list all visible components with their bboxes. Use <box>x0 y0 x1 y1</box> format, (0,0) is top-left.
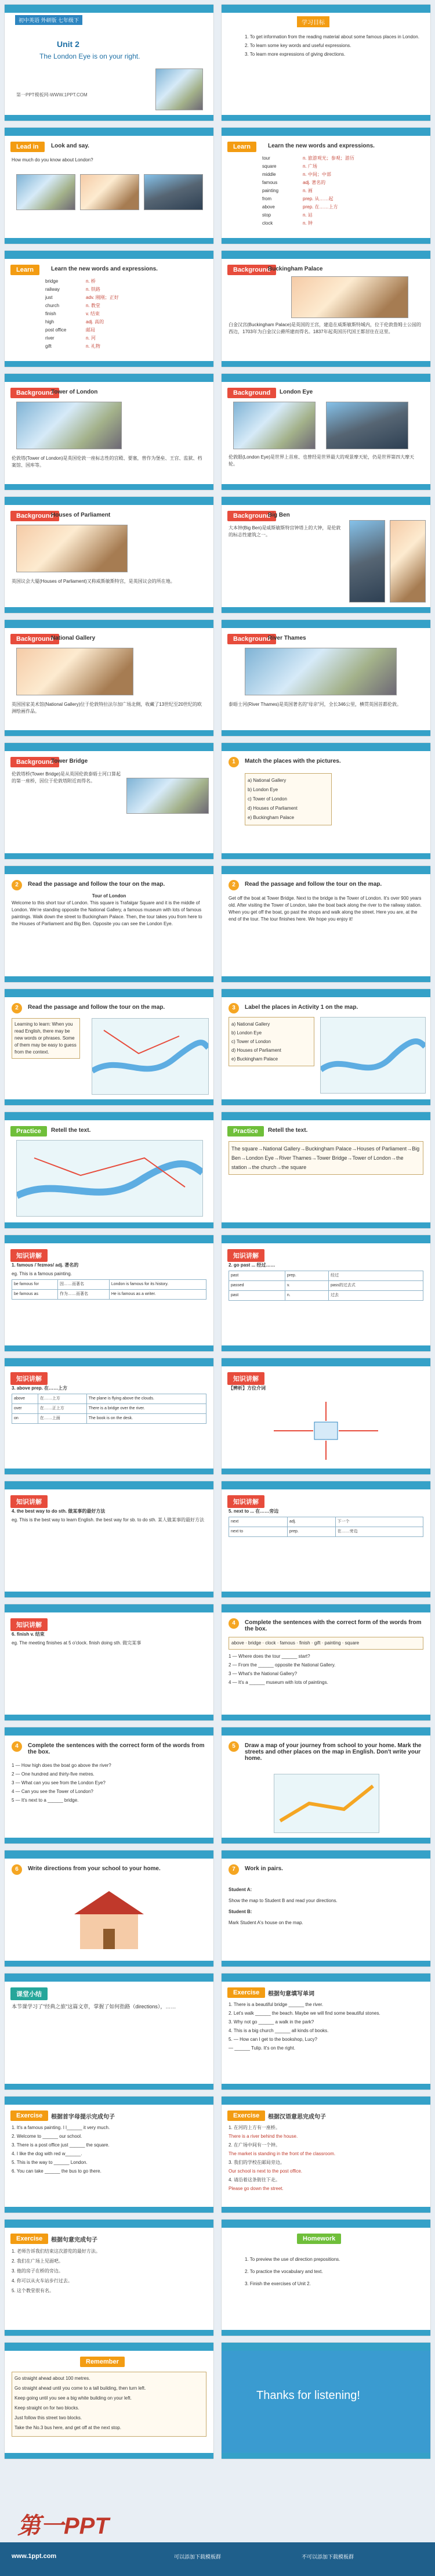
slide-parliament[interactable] <box>5 497 213 613</box>
slide-exercise-4[interactable] <box>5 2220 213 2336</box>
slide-remember[interactable] <box>5 2343 213 2459</box>
word-row: stop n. 站 <box>262 212 313 218</box>
exercise-title: 根据汉语意思完成句子 <box>268 2114 326 2120</box>
exercise-line: 4. 你可以从火车站步行过去。 <box>12 2278 72 2283</box>
word-row: tour n. 旅游观光；参观；游历 <box>262 156 354 161</box>
slide-big-ben[interactable] <box>222 497 430 613</box>
learn-title: Learn the new words and expressions. <box>268 143 375 149</box>
tower-text: 伦敦塔(Tower of London)是英国伦敦一座标志性的宫殿、要塞，曾作为堡垒、王宫、监狱、档案馆、国库等。 <box>12 456 202 468</box>
table-row: over 在……正上方 There is a bridge over the river. <box>12 1404 206 1414</box>
activity-number: 7 <box>229 1864 239 1875</box>
knowledge-badge: 知识讲解 <box>10 1249 48 1262</box>
passage-heading: Tour of London <box>92 893 126 899</box>
slide-practice-map[interactable] <box>5 1112 213 1228</box>
lead-in-badge: Lead in <box>10 142 45 152</box>
gallery-text: 英国国家美术馆(National Gallery)位于伦敦特拉法尔加广场北侧，收藏了13世纪至20世纪的欧洲绘画作品。 <box>12 702 202 714</box>
thanks-text: Thanks for listening! <box>256 2389 360 2402</box>
thames-text: 泰晤士河(River Thames)是英国著名的"母亲"河，全长346公里，横贯英国首都伦敦。 <box>229 702 401 707</box>
buckingham-text: 白金汉宫(Buckingham Palace)是英国的王宫，建造在威斯敏斯特城内，位于伦敦詹姆士公园的西边，1703年为白金汉公爵所建而得名。1837年起英国历代国王都居住在这里。 <box>229 322 422 334</box>
lead-in-title: Look and say. <box>51 143 89 149</box>
exercise-line: 1. It's a famous painting. I l______ it very much. <box>12 2125 110 2130</box>
eye-text: 伦敦眼(London Eye)是世界上首座、也曾经是世界最大的观景摩天轮，仍是世界第四大摩天轮。 <box>229 454 415 467</box>
exercise-line: 6. You can take ______ the bus to go there. <box>12 2169 102 2174</box>
knowledge-badge: 知识讲解 <box>10 1495 48 1508</box>
slide-reading-1[interactable] <box>5 866 213 982</box>
buckingham-title: Buckingham Palace <box>268 266 323 272</box>
slide-preposition-diagram[interactable] <box>222 1358 430 1474</box>
slide-tower-bridge[interactable] <box>5 743 213 859</box>
knowledge-title: 1. famous /ˈfeɪməs/ adj. 著名的 <box>12 1262 79 1268</box>
word-row: middle n. 中间；中部 <box>262 172 331 177</box>
activity-number: 2 <box>12 880 22 890</box>
homework-badge: Homework <box>297 2234 341 2244</box>
draw-title: Draw a map of your journey from school to your home. Mark the streets and other places on the map in English. Don't write your home. <box>245 1742 422 1762</box>
word-row: gift n. 礼物 <box>45 344 100 349</box>
parliament-text: 英国议会大厦(Houses of Parliament)又称威斯敏斯特宫，是英国议会的所在地。 <box>12 579 175 584</box>
gallery-title: National Gallery <box>51 635 96 641</box>
sentence: 2 — From the ______ opposite the National Gallery. <box>229 1662 336 1668</box>
bridge-text: 伦敦塔桥(Tower Bridge)是从英国伦敦泰晤士河口算起的第一座桥，因位于伦敦塔附近而得名。 <box>12 771 121 784</box>
background-badge: Background <box>10 388 59 398</box>
knowledge-title: 3. above prep. 在……上方 <box>12 1386 68 1391</box>
exercise-answer: There is a river behind the house. <box>229 2134 298 2139</box>
exercise-line: 4. I like the dog with red w______. <box>12 2151 82 2156</box>
knowledge-title: 5. next to ... 在……旁边 <box>229 1509 279 1514</box>
exercise-line: 5. This is the way to ______ London. <box>12 2160 88 2165</box>
slide-buckingham[interactable] <box>222 251 430 367</box>
word-row: above prep. 在……上方 <box>262 204 338 210</box>
knowledge-badge: 知识讲解 <box>227 1495 264 1508</box>
passage-text: Get off the boat at Tower Bridge. Next to the bridge is the Tower of London. It's over 900 years old. After visiting the Tower of London, take the boat back along the river to the railway station. When you get off the boat, go past the shops and walk along the street. Here you are, at the end of the tour. The tour finishes here. We hope you enjoy it! <box>229 896 422 922</box>
remember-line: Go straight ahead until you come to a tall building, then turn left. <box>14 2386 146 2391</box>
site-label: 第一PPT模板网-WWW.1PPT.COM <box>16 92 88 98</box>
student-b-task: Mark Student A's house on the map. <box>229 1920 303 1925</box>
exercise-badge: Exercise <box>10 2234 48 2244</box>
activity-number: 2 <box>229 880 239 890</box>
homework-item: 1. To preview the use of direction prepositions. <box>245 2257 340 2262</box>
slide-knowledge-next-to[interactable] <box>222 1481 430 1597</box>
objectives-title: 学习目标 <box>297 16 329 27</box>
exercise-line: 2. 我们在广场上见面吧。 <box>12 2258 63 2264</box>
journey-map <box>274 1774 379 1833</box>
knowledge-title: 2. go past ... 经过…… <box>229 1262 276 1268</box>
learn-badge: Learn <box>227 142 256 152</box>
objective-2: 2. To learn some key words and useful expressions. <box>245 43 351 48</box>
place-item[interactable]: d) Houses of Parliament <box>248 806 298 811</box>
knowledge-badge: 知识讲解 <box>10 1618 48 1631</box>
slide-draw-map[interactable] <box>222 1727 430 1843</box>
table-row: on 在……上面 The book is on the desk. <box>12 1414 206 1424</box>
knowledge-badge: 知识讲解 <box>10 1372 48 1385</box>
knowledge-title: 【辨析】方位介词 <box>229 1386 266 1391</box>
activity-number: 5 <box>229 1741 239 1752</box>
sentence: 1 — How high does the boat go above the river? <box>12 1763 111 1768</box>
activity-number: 4 <box>12 1741 22 1752</box>
slide-complete-2[interactable] <box>5 1727 213 1843</box>
london-photo-3 <box>144 174 203 210</box>
word-row: church n. 教堂 <box>45 303 100 308</box>
bridge-title: Tower Bridge <box>51 758 88 764</box>
slide-thanks[interactable] <box>222 2343 430 2459</box>
knowledge-example: eg. This is a famous painting. <box>12 1271 72 1276</box>
practice-badge: Practice <box>10 1126 47 1137</box>
eye-title: London Eye <box>280 389 313 395</box>
footer-site[interactable]: www.1ppt.com <box>12 2553 57 2560</box>
summary-text: 本节课学习了"经典之旅"这篇文章，掌握了如何指路（directions），…… <box>12 2004 176 2009</box>
word-row: famous adj. 著名的 <box>262 180 326 185</box>
background-badge: Background <box>10 757 59 767</box>
remember-line: Keep going until you see a big white building on your left. <box>14 2395 132 2401</box>
buckingham-photo <box>291 276 408 318</box>
slide-knowledge-finish[interactable] <box>5 1604 213 1720</box>
word-box: above · bridge · clock · famous · finish · gift · painting · square <box>229 1637 423 1650</box>
slide-match-places[interactable] <box>222 743 430 859</box>
cover-image <box>155 68 203 110</box>
table-row: past n. 过去 <box>229 1291 423 1301</box>
parliament-photo <box>16 525 128 572</box>
exercise-line: 1. 在河的上方有一座桥。 <box>229 2125 280 2130</box>
word-row: railway n. 铁路 <box>45 287 100 292</box>
learn-title: Learn the new words and expressions. <box>51 266 158 272</box>
preposition-diagram <box>268 1399 384 1463</box>
slide-knowledge-above[interactable] <box>5 1358 213 1474</box>
practice-badge: Practice <box>227 1126 264 1137</box>
student-b: Student B: <box>229 1909 252 1914</box>
knowledge-text: eg. This is the best way to learn English. the best way for sb. to do sth. 某人做某事的最好方法 <box>12 1517 204 1522</box>
sentence: 4 — Can you see the Tower of London? <box>12 1789 93 1794</box>
slide-write-directions[interactable] <box>5 1850 213 1967</box>
practice-title: Retell the text. <box>268 1127 308 1134</box>
slide-exercise-3[interactable] <box>222 2097 430 2213</box>
next-table <box>229 1517 423 1537</box>
exercise-line: — ______ Tulip. It's on the right. <box>229 2045 295 2051</box>
table-row: be famous for 因……而著名 London is famous for its history. <box>12 1280 206 1290</box>
slide-summary[interactable] <box>5 1974 213 2090</box>
complete-title: Complete the sentences with the correct form of the words from the box. <box>28 1742 205 1755</box>
footer-bar <box>0 2542 435 2576</box>
knowledge-title: 6. finish v. 结束 <box>12 1632 45 1637</box>
exercise-badge: Exercise <box>227 2110 265 2121</box>
slide-exercise-2[interactable] <box>5 2097 213 2213</box>
slide-exercise-1[interactable] <box>222 1974 430 2090</box>
word-row: finish v. 结束 <box>45 311 100 316</box>
exercise-line: 2. 在广场中间有一个钟。 <box>229 2142 280 2148</box>
footer-qr-1[interactable]: 可以添加下载模板群 <box>174 2554 222 2560</box>
exercise-line: 5. — How can I get to the bookshop, Lucy? <box>229 2037 317 2042</box>
knowledge-badge: 知识讲解 <box>227 1372 264 1385</box>
practice-title: Retell the text. <box>51 1127 91 1134</box>
slide-practice-text[interactable] <box>222 1112 430 1228</box>
place-item[interactable]: e) Buckingham Palace <box>231 1056 278 1062</box>
sentence: 1 — Where does the tour ______ start? <box>229 1654 310 1659</box>
activity-number: 3 <box>229 1003 239 1013</box>
background-badge: Background <box>10 511 59 521</box>
bigben-title: Big Ben <box>268 512 290 518</box>
table-row: above 在……上方 The plane is flying above the clouds. <box>12 1394 206 1404</box>
place-item[interactable]: b) London Eye <box>248 787 278 792</box>
exercise-line: 3. 他的房子在桥的旁边。 <box>12 2268 63 2274</box>
slide-knowledge-best-way[interactable] <box>5 1481 213 1597</box>
label-map <box>320 1017 426 1094</box>
place-item[interactable]: b) London Eye <box>231 1030 262 1036</box>
knowledge-badge: 知识讲解 <box>227 1249 264 1262</box>
remember-line: Keep straight on for two blocks. <box>14 2405 79 2411</box>
slide-tower-of-london[interactable] <box>5 374 213 490</box>
place-item[interactable]: c) Tower of London <box>231 1039 271 1044</box>
background-badge: Background <box>227 634 276 644</box>
slide-homework[interactable] <box>222 2220 430 2336</box>
sentence: 5 — It's next to a ______ bridge. <box>12 1798 79 1803</box>
reading-title: Read the passage and follow the tour on the map. <box>245 881 382 887</box>
student-a: Student A: <box>229 1887 252 1892</box>
slide-title[interactable] <box>5 5 213 121</box>
table-row: passed v. pass的过去式 <box>229 1281 423 1291</box>
brand-logo: 第一PPT <box>17 2513 109 2539</box>
slide-work-pairs[interactable] <box>222 1850 430 1967</box>
slide-national-gallery[interactable] <box>5 620 213 736</box>
remember-line: Just follow this street two blocks. <box>14 2415 82 2420</box>
student-a-task: Show the map to Student B and read your directions. <box>229 1898 338 1903</box>
remember-line: Take the No.3 bus here, and get off at the next stop. <box>14 2425 121 2430</box>
word-row: from prep. 从……起 <box>262 196 334 201</box>
exercise-title: 根据句意完成句子 <box>51 2237 97 2243</box>
london-photo-1 <box>16 174 75 210</box>
reading-title: Read the passage and follow the tour on the map. <box>28 881 165 887</box>
exercise-badge: Exercise <box>227 1987 265 1998</box>
exercise-line: 3. 我们的学校在邮局旁边。 <box>229 2160 285 2165</box>
remember-badge: Remember <box>80 2357 125 2367</box>
bigben-photo-2 <box>390 520 426 602</box>
place-item[interactable]: c) Tower of London <box>248 796 287 802</box>
exercise-title: 根据首字母提示完成句子 <box>51 2114 115 2120</box>
tower-photo <box>16 402 122 449</box>
bridge-photo <box>126 778 209 814</box>
slide-label-places[interactable] <box>222 989 430 1105</box>
exercise-line: 1. 老师告诉我们结束这次游览的最好方法。 <box>12 2249 100 2254</box>
directions-title: Write directions from your school to your home. <box>28 1866 161 1872</box>
slide-learn-words-1[interactable] <box>222 128 430 244</box>
sentence: 2 — One hundred and thirty-five metres. <box>12 1772 95 1777</box>
sentence: 3 — What's the National Gallery? <box>229 1671 298 1676</box>
exercise-line: 5. 这个教堂很有名。 <box>12 2288 54 2293</box>
exercise-answer: The market is standing in the front of the classroom. <box>229 2151 336 2156</box>
london-photo-2 <box>80 174 139 210</box>
word-row: just adv. 刚刚；正好 <box>45 295 119 300</box>
table-row: be famous as 作为……而著名 He is famous as a writer. <box>12 1290 206 1300</box>
reading-title: Read the passage and follow the tour on the map. <box>28 1004 165 1011</box>
place-item[interactable]: d) Houses of Parliament <box>231 1048 281 1053</box>
place-item[interactable]: a) National Gallery <box>231 1022 270 1027</box>
footer-qr-2[interactable]: 不可以添加下载模板群 <box>302 2554 354 2560</box>
activity-number: 2 <box>12 1003 22 1013</box>
thames-title: River Thames <box>268 635 306 641</box>
slide-reading-map[interactable] <box>5 989 213 1105</box>
famous-table <box>12 1279 206 1300</box>
slide-learn-words-2[interactable] <box>5 251 213 367</box>
retell-sequence: The square→National Gallery→Buckingham Palace→Houses of Parliament→Big Ben→London Eye→River Thames→Tower Bridge→Tower of London→the station→the church→the square <box>229 1141 423 1175</box>
unit-label: Unit 2 <box>57 39 79 49</box>
word-row: high adj. 高的 <box>45 319 104 324</box>
exercise-line: 3. There is a post office just ______ the square. <box>12 2142 110 2148</box>
slide-knowledge-famous[interactable] <box>5 1235 213 1351</box>
bigben-photo-1 <box>349 520 385 602</box>
slide-objectives[interactable] <box>222 5 430 121</box>
exercise-line: 2. Welcome to ______ our school. <box>12 2134 82 2139</box>
place-item[interactable]: e) Buckingham Palace <box>248 815 295 820</box>
lesson-title: The London Eye is on your right. <box>39 52 140 60</box>
past-table <box>229 1271 423 1301</box>
activity-number: 6 <box>12 1864 22 1875</box>
word-row: post office 邮局 <box>45 327 95 333</box>
sentence: 4 — It's a ______ museum with lots of paintings. <box>229 1680 328 1685</box>
summary-badge: 课堂小结 <box>10 1987 48 2000</box>
homework-item: 3. Finish the exercises of Unit 2. <box>245 2281 311 2286</box>
word-row: square n. 广场 <box>262 164 317 169</box>
background-badge: Background <box>227 388 276 398</box>
word-row: painting n. 画 <box>262 188 313 193</box>
table-row: next adj. 下一个 <box>229 1517 423 1527</box>
table-row: next to prep. 在……旁边 <box>229 1527 423 1537</box>
header-label: 初中英语 外研版 七年级下 <box>15 15 82 25</box>
sentence: 3 — What can you see from the London Eye? <box>12 1780 106 1785</box>
background-badge: Background <box>10 634 59 644</box>
exercise-answer: Please go down the street. <box>229 2186 284 2191</box>
slide-london-eye[interactable] <box>222 374 430 490</box>
passage-text: Welcome to this short tour of London. This square is Trafalgar Square and it is the middle of London. We're standing opposite the National Gallery, a famous museum with lots of famous paintings. Walk down the street to Buckingham Palace. Then, the tour takes you from here to the Houses of Parliament and Big Ben. Opposite you can see the London Eye. <box>12 900 202 926</box>
lead-in-question: How much do you know about London? <box>12 157 93 163</box>
exercise-line: 2. Let's walk ______ the beach. Maybe we will find some beautiful stones. <box>229 2011 380 2016</box>
bigben-text: 大本钟(Big Ben)是威斯敏斯特宫钟塔上的大钟，是伦敦的标志性建筑之一。 <box>229 525 341 537</box>
slide-lead-in[interactable] <box>5 128 213 244</box>
house-illustration <box>68 1885 150 1955</box>
parliament-title: Houses of Parliament <box>51 512 111 518</box>
place-item[interactable]: a) National Gallery <box>248 778 287 783</box>
exercise-line: 1. There is a beautiful bridge ______ the river. <box>229 2002 324 2007</box>
activity-number: 1 <box>229 757 239 767</box>
objective-1: 1. To get information from the reading material about some famous places in London. <box>245 34 419 39</box>
match-title: Match the places with the pictures. <box>245 758 341 764</box>
background-badge: Background <box>227 511 276 521</box>
exercise-badge: Exercise <box>10 2110 48 2121</box>
exercise-title: 根据句意填写单词 <box>268 1991 314 1997</box>
tour-map <box>92 1018 209 1095</box>
knowledge-title: 4. the best way to do sth. 做某事的最好方法 <box>12 1509 106 1514</box>
learn-badge: Learn <box>10 265 39 275</box>
knowledge-text: eg. The meeting finishes at 5 o'clock. finish doing sth. 做完某事 <box>12 1640 142 1646</box>
word-row: clock n. 钟 <box>262 221 313 226</box>
tower-title: Tower of London <box>51 389 98 395</box>
background-badge: Background <box>227 265 276 275</box>
exercise-answer: Our school is next to the post office. <box>229 2169 303 2174</box>
table-row: past prep. 经过 <box>229 1271 423 1281</box>
above-table <box>12 1394 206 1424</box>
objective-3: 3. To learn more expressions of giving directions. <box>245 52 346 57</box>
eye-photo-2 <box>326 402 408 449</box>
word-row: bridge n. 桥 <box>45 279 96 284</box>
remember-line: Go straight ahead about 100 metres. <box>14 2376 90 2381</box>
complete-title: Complete the sentences with the correct form of the words from the box. <box>245 1619 422 1632</box>
thames-photo <box>245 648 397 695</box>
retell-map <box>16 1140 203 1217</box>
pairs-title: Work in pairs. <box>245 1866 283 1872</box>
exercise-line: 3. Why not go ______ a walk in the park? <box>229 2019 314 2025</box>
slide-reading-2[interactable] <box>222 866 430 982</box>
homework-item: 2. To practice the vocabulary and text. <box>245 2269 323 2274</box>
slide-river-thames[interactable] <box>222 620 430 736</box>
exercise-line: 4. This is a big church ______ all kinds of books. <box>229 2028 329 2033</box>
learning-tip: Learning to learn: When you read English, there may be new words or phrases. Some of them may be easy to guess from the context. <box>12 1018 80 1059</box>
eye-photo-1 <box>233 402 316 449</box>
label-title: Label the places in Activity 1 on the map. <box>245 1004 358 1011</box>
activity-number: 4 <box>229 1618 239 1629</box>
exercise-line: 4. 请沿着这条街往下走。 <box>229 2177 280 2182</box>
gallery-photo <box>16 648 133 695</box>
slide-knowledge-past[interactable] <box>222 1235 430 1351</box>
slide-complete-1[interactable] <box>222 1604 430 1720</box>
word-row: river n. 河 <box>45 335 96 341</box>
